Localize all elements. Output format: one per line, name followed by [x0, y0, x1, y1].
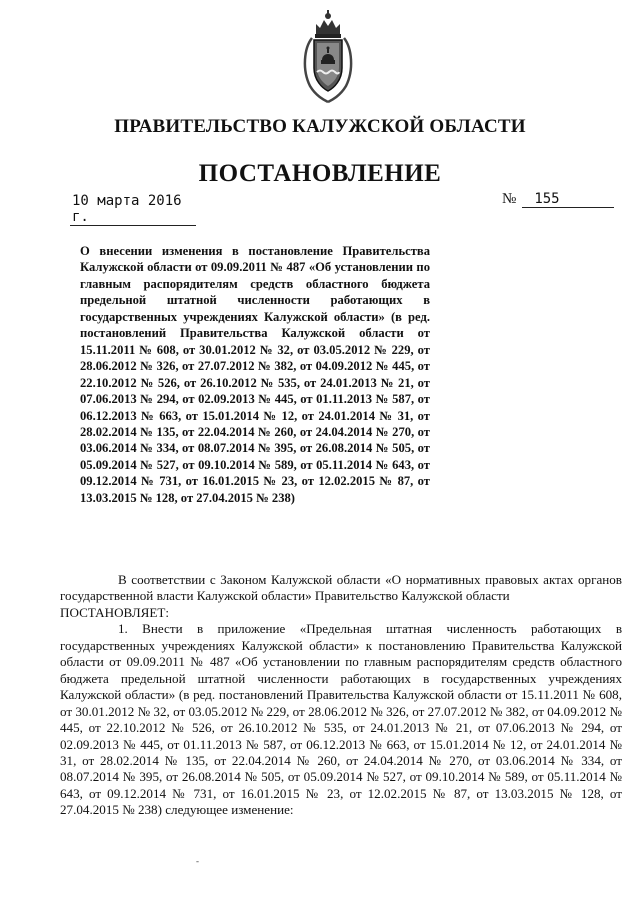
coat-of-arms-icon: [298, 8, 358, 104]
preamble-paragraph: В соответствии с Законом Калужской области «О нормативных правовых актах органов государственной власти Калужской области» Правительство Калужской области: [60, 572, 622, 604]
document-number-field: [502, 191, 614, 208]
document-date: 10 марта 2016 г.: [70, 193, 196, 226]
item-1-paragraph: 1. Внести в приложение «Предельная штатная численность работающих в государственных учреждениях Калужской области» к постановлению Правительства Калужской области от 09.09.2011 № 487 «Об установлении по главным распорядителям средств областного бюджета предельной штатной численности работающих в государственных учреждениях Калужской области» (в ред. постановлений Правительства Калужской области от 15.11.2011 № 608, от 30.01.2012 № 32, от 03.05.2012 № 229, от 28.06.2012 № 326, от 27.07.2012 № 382, от 04.09.2012 № 445, от 22.10.2012 № 526, от 26.10.2012 № 535, от 24.01.2013 № 21, от 07.06.2013 № 294, от 02.09.2013 № 445, от 01.11.2013 № 587, от 06.12.2013 № 663, от 15.01.2014 № 12, от 24.01.2014 № 31, от 28.02.2014 № 135, от 22.04.2014 № 260, от 24.04.2014 № 270, от 03.06.2014 № 334, от 08.07.2014 № 395, от 26.08.2014 № 505, от 05.09.2014 № 527, от 09.10.2014 № 589, от 05.11.2014 № 643, от 09.12.2014 № 731, от 16.01.2015 № 23, от 12.02.2015 № 87, от 13.03.2015 № 128, от 27.04.2015 № 238) следующее изменение:: [60, 621, 622, 818]
resolves-heading: ПОСТАНОВЛЯЕТ:: [60, 604, 170, 620]
footer-mark: -: [196, 856, 199, 866]
coat-of-arms-graphic: [298, 8, 358, 104]
number-label: №: [502, 191, 517, 207]
organization-title: ПРАВИТЕЛЬСТВО КАЛУЖСКОЙ ОБЛАСТИ: [114, 116, 526, 137]
document-subject: О внесении изменения в постановление Правительства Калужской области от 09.09.2011 № 487 «Об установлении по главным распорядителям средств областного бюджета предельной штатной численности работающих в государственных учреждениях Калужской области» (в ред. постановлений Правительства Калужской области от 15.11.2011 № 608, от 30.01.2012 № 32, от 03.05.2012 № 229, от 28.06.2012 № 326, от 27.07.2012 № 382, от 04.09.2012 № 445, от 22.10.2012 № 526, от 26.10.2012 № 535, от 24.01.2013 № 21, от 07.06.2013 № 294, от 02.09.2013 № 445, от 01.11.2013 № 587, от 06.12.2013 № 663, от 15.01.2014 № 12, от 24.01.2014 № 31, от 28.02.2014 № 135, от 22.04.2014 № 260, от 24.04.2014 № 270, от 03.06.2014 № 334, от 08.07.2014 № 395, от 26.08.2014 № 505, от 05.09.2014 № 527, от 09.10.2014 № 589, от 05.11.2014 № 643, от 09.12.2014 № 731, от 16.01.2015 № 23, от 12.02.2015 № 87, от 13.03.2015 № 128, от 27.04.2015 № 238): [80, 244, 430, 505]
document-body: [60, 572, 622, 819]
document-type-title: ПОСТАНОВЛЕНИЕ: [198, 160, 442, 187]
document-number: 155: [522, 191, 614, 208]
